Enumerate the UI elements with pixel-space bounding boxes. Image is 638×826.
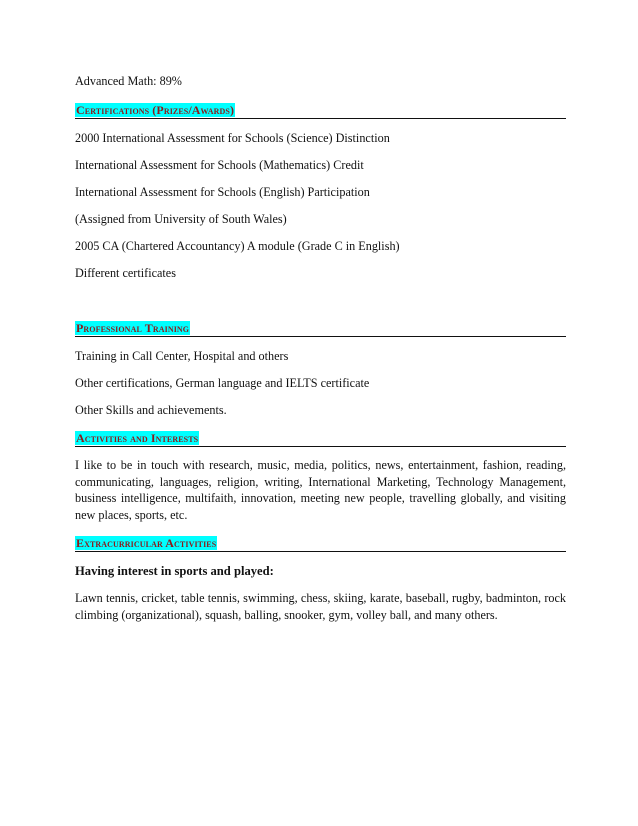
activities-divider — [75, 446, 566, 447]
certification-item: (Assigned from University of South Wales) — [75, 212, 287, 226]
training-item: Training in Call Center, Hospital and others — [75, 349, 289, 363]
extracurricular-section-header — [75, 534, 566, 552]
professional-training-section-header — [75, 319, 566, 337]
certification-item: Different certificates — [75, 266, 176, 280]
extracurricular-subheading: Having interest in sports and played: — [75, 564, 274, 578]
certifications-divider — [75, 118, 566, 119]
professional-training-heading: Professional Training — [76, 321, 190, 335]
certification-item: International Assessment for Schools (English) Participation — [75, 185, 370, 199]
certification-item: International Assessment for Schools (Mathematics) Credit — [75, 158, 364, 172]
certifications-section-header — [75, 101, 566, 119]
training-item: Other certifications, German language and IELTS certificate — [75, 376, 370, 390]
extracurricular-paragraph: Lawn tennis, cricket, table tennis, swimming, chess, skiing, karate, baseball, rugby, badminton, rock climbing (organizational), squash, balling, snooker, gym, volley ball, and many others. — [75, 591, 566, 622]
activities-section-header — [75, 429, 566, 447]
activities-paragraph: I like to be in touch with research, music, media, politics, news, entertainment, fashion, reading, communicating, languages, religion, writing, International Marketing, Technology Management, business intelligence, multifaith, innovation, meeting new people, travelling globally, and visiting new places, sports, etc. — [75, 458, 566, 522]
professional-training-divider — [75, 336, 566, 337]
extracurricular-divider — [75, 551, 566, 552]
extracurricular-heading: Extracurricular Activities — [76, 536, 217, 550]
certifications-heading: Certifications (Prizes/Awards) — [76, 103, 235, 117]
training-item: Other Skills and achievements. — [75, 403, 227, 417]
advanced-math-line: Advanced Math: 89% — [75, 74, 182, 88]
certification-item: 2000 International Assessment for Schools (Science) Distinction — [75, 131, 390, 145]
certification-item: 2005 CA (Chartered Accountancy) A module (Grade C in English) — [75, 239, 400, 253]
activities-heading: Activities and Interests — [76, 431, 199, 445]
